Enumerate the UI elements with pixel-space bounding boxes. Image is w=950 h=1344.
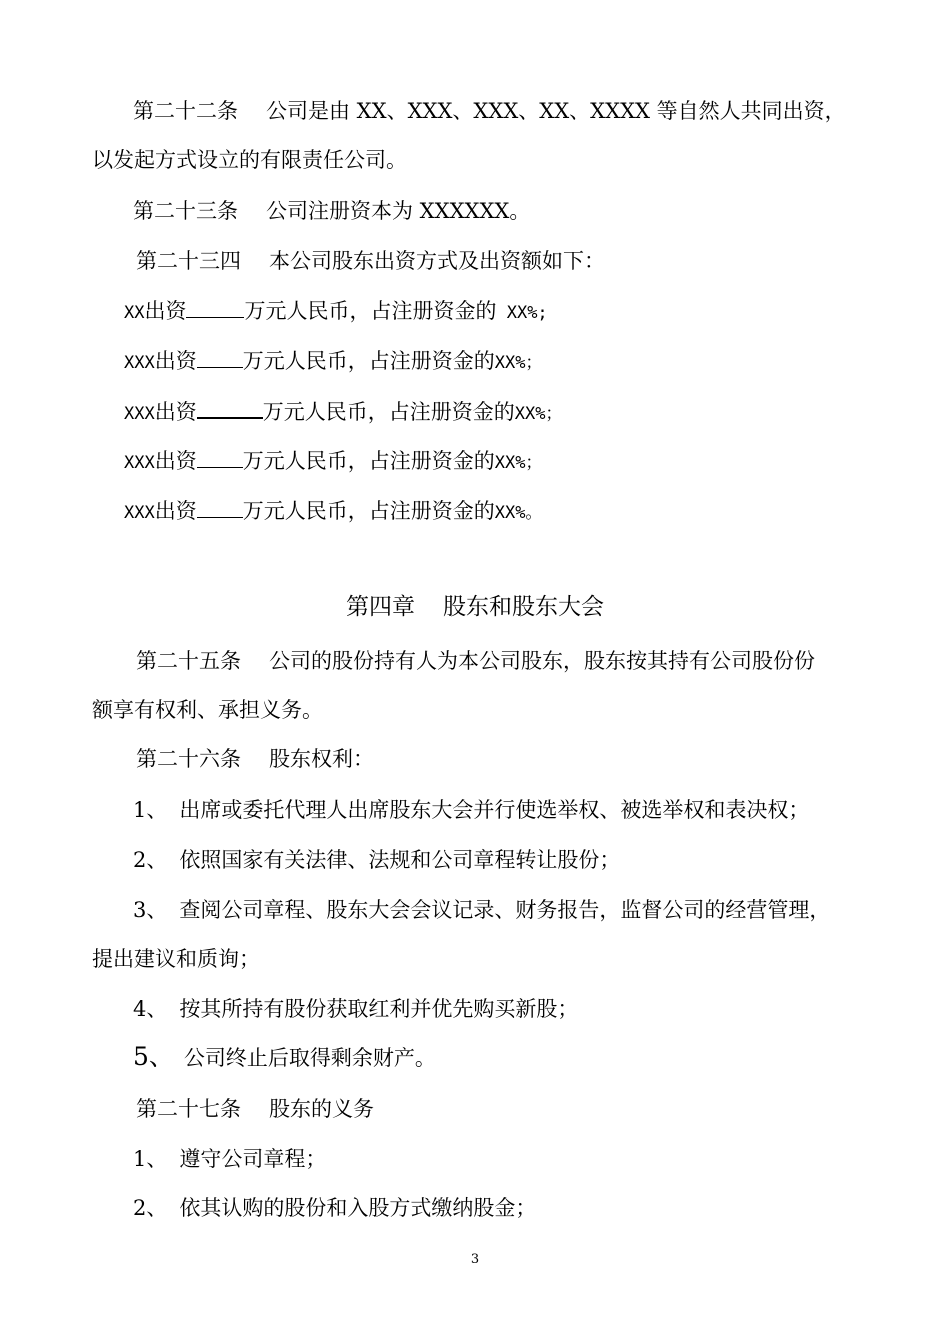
- art25-line2: 额享有权利、承担义务。: [92, 698, 323, 722]
- shareholder-name: XXX: [124, 353, 155, 373]
- art27-text: 股东的义务: [269, 1097, 374, 1121]
- art25-text-line1: 公司的股份持有人为本公司股东，股东按其持有公司股份份: [269, 649, 815, 673]
- list-item: [133, 846, 620, 874]
- list-item-text: 遵守公司章程；: [179, 1147, 327, 1171]
- contribution-row: [124, 447, 542, 477]
- shareholder-name: XXX: [124, 503, 155, 523]
- art26-text: 股东权利：: [269, 747, 374, 771]
- amount-blank: [197, 397, 263, 419]
- page-number: 3: [470, 1252, 480, 1267]
- amount-blank: [197, 347, 243, 368]
- list-item-text: 查阅公司章程、股东大会会议记录、财务报告，监督公司的经营管理，: [179, 898, 831, 922]
- contribution-row: [124, 297, 548, 327]
- art26-label: 第二十六条: [136, 747, 241, 771]
- contribution-percent: XX%；: [494, 353, 543, 373]
- art27-label: 第二十七条: [136, 1097, 241, 1121]
- art22-line1: [133, 97, 846, 125]
- contribution-amount-text: 万元人民币，占注册资金的: [242, 449, 495, 473]
- list-item-text: 按其所持有股份获取红利并优先购买新股；: [179, 997, 579, 1021]
- list-item-number: 3、: [133, 898, 168, 922]
- list-item-number: 1、: [133, 798, 168, 822]
- list-item: [133, 995, 578, 1023]
- art22-text-line1: 公司是由 XX、XXX、XXX、XX、XXXX 等自然人共同出资，: [266, 99, 846, 123]
- contribution-amount-text: 万元人民币，占注册资金的: [262, 400, 515, 424]
- list-item-text: 出席或委托代理人出席股东大会并行使选举权、被选举权和表决权；: [179, 798, 810, 822]
- list-item-number: 1、: [133, 1147, 168, 1171]
- contribution-percent: XX%；: [494, 453, 543, 473]
- contribution-percent: XX%；: [514, 404, 563, 424]
- chapter-heading: [0, 592, 950, 622]
- contribution-percent: XX%。: [494, 503, 543, 523]
- art22-label: 第二十二条: [133, 99, 238, 123]
- list-item-text: 公司终止后取得剩余财产。: [183, 1046, 436, 1070]
- art23-line: [133, 197, 530, 225]
- art26-line: [136, 745, 374, 773]
- contribution-verb: 出资: [144, 299, 187, 323]
- list-item-number: 2、: [133, 848, 168, 872]
- contribution-verb: 出资: [154, 400, 197, 424]
- contribution-amount-text: 万元人民币，占注册资金的: [242, 349, 495, 373]
- contribution-verb: 出资: [154, 499, 197, 523]
- art23-label: 第二十三条: [133, 199, 238, 223]
- art25-label: 第二十五条: [136, 649, 241, 673]
- amount-blank: [197, 447, 243, 468]
- art22-line2: 以发起方式设立的有限责任公司。: [92, 148, 407, 172]
- contribution-row: [124, 497, 542, 527]
- contribution-verb: 出资: [154, 449, 197, 473]
- amount-blank: [197, 497, 243, 518]
- shareholder-name: XX: [124, 303, 145, 323]
- list-item: [133, 1043, 436, 1072]
- contribution-row: [124, 347, 542, 377]
- shareholder-name: XXX: [124, 404, 155, 424]
- list-item-continuation: 提出建议和质询；: [92, 947, 260, 971]
- list-item-text: 依其认购的股份和入股方式缴纳股金；: [179, 1196, 537, 1220]
- list-item-number: 5、: [133, 1042, 174, 1071]
- contribution-verb: 出资: [154, 349, 197, 373]
- contribution-row: [124, 397, 562, 428]
- shareholder-name: XXX: [124, 453, 155, 473]
- list-item-text: 依照国家有关法律、法规和公司章程转让股份；: [179, 848, 621, 872]
- art24-text: 本公司股东出资方式及出资额如下：: [269, 249, 605, 273]
- art25-line1: [136, 647, 815, 675]
- art23-text: 公司注册资本为 XXXXXX。: [266, 199, 531, 223]
- chapter-title: 股东和股东大会: [443, 594, 604, 620]
- art24-label: 第二十三四: [136, 249, 241, 273]
- list-item: [133, 796, 809, 824]
- list-item: [133, 1194, 536, 1222]
- contribution-percent: XX%;: [496, 303, 548, 323]
- art24-line: [136, 247, 605, 275]
- list-item: [133, 1145, 326, 1173]
- amount-blank: [186, 297, 244, 318]
- art27-line: [136, 1095, 374, 1123]
- list-item: [133, 896, 830, 924]
- contribution-amount-text: 万元人民币，占注册资金的: [244, 299, 497, 323]
- list-item-number: 2、: [133, 1196, 168, 1220]
- contribution-amount-text: 万元人民币，占注册资金的: [242, 499, 495, 523]
- list-item-number: 4、: [133, 997, 168, 1021]
- chapter-label: 第四章: [346, 594, 415, 620]
